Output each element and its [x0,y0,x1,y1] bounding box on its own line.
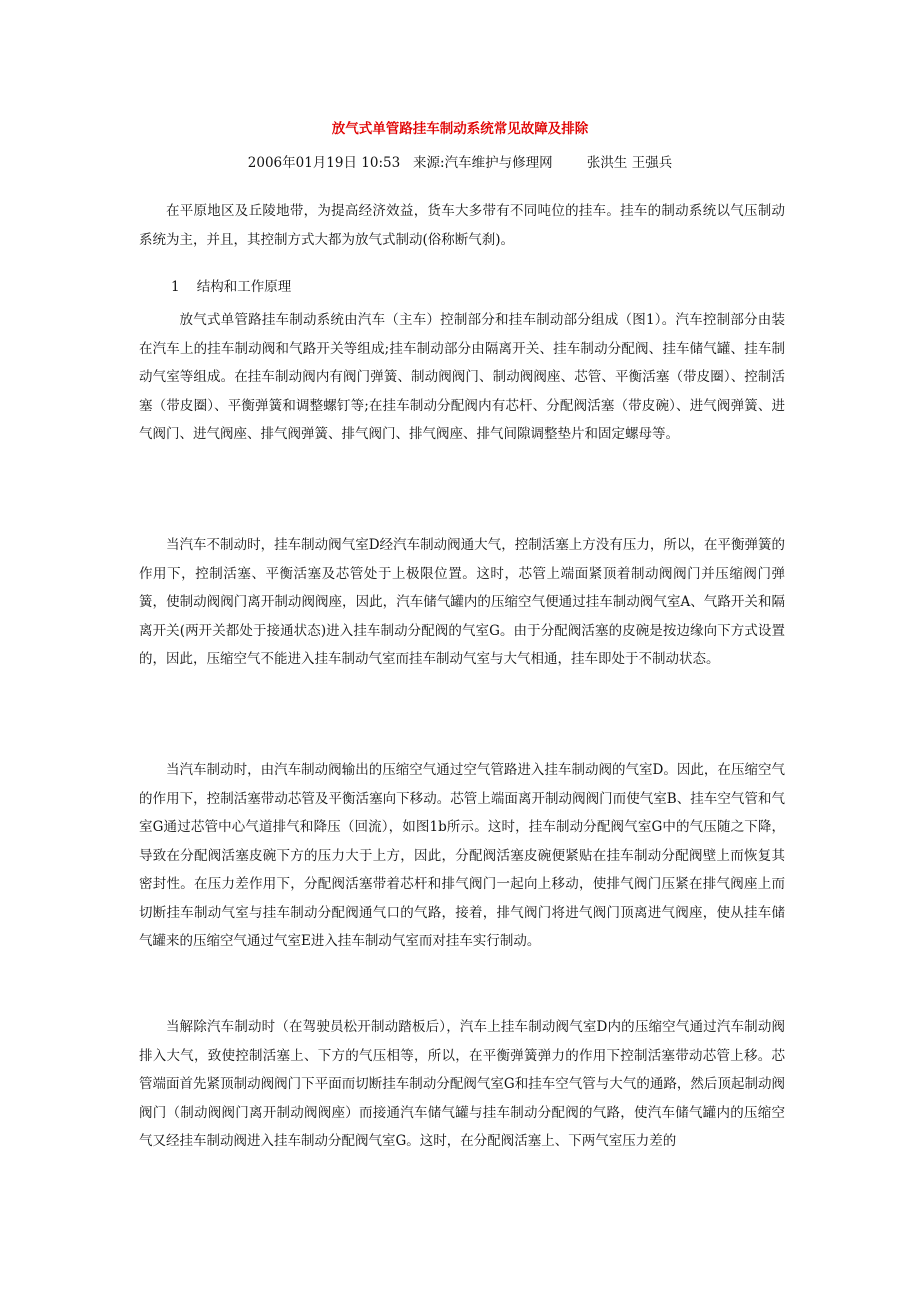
section-heading: 1 结构和工作原理 [171,279,292,295]
body-paragraph-braking: 当汽车制动时，由汽车制动阀输出的压缩空气通过空气管路进入挂车制动阀的气室D。因此，在压缩空气的作用下，控制活塞带动芯管及平衡活塞向下移动。芯管上端面离开制动阀阀门而使气室B、挂车空气管和气室G通过芯管中心气道排气和降压（回流），如图1b所示。这时，挂车制动分配阀气室G中的气压随之下降，导致在分配阀活塞皮碗下方的压力大于上方，因此，分配阀活塞皮碗便紧贴在挂车制动分配阀壁上而恢复其密封性。在压力差作用下，分配阀活塞带着芯杆和排气阀门一起向上移动，使排气阀门压紧在排气阀座上而切断挂车制动气室与挂车制动分配阀通气口的气路，接着，排气阀门将进气阀门顶离进气阀座，使从挂车储气罐来的压缩空气通过气室E进入挂车制动气室而对挂车实行制动。 [139,762,785,949]
intro-paragraph: 在平原地区及丘陵地带，为提高经济效益，货车大多带有不同吨位的挂车。挂车的制动系统以气压制动系统为主，并且，其控制方式大都为放气式制动(俗称断气刹)。 [139,203,785,248]
article-title: 放气式单管路挂车制动系统常见故障及排除 [331,121,589,137]
article-meta: 2006年01月19日 10:53 来源:汽车维护与修理网 张洪生 王强兵 [247,155,673,171]
body-paragraph-not-braking: 当汽车不制动时，挂车制动阀气室D经汽车制动阀通大气，控制活塞上方没有压力，所以，在平衡弹簧的作用下，控制活塞、平衡活塞及芯管处于上极限位置。这时，芯管上端面紧顶着制动阀阀门并压缩阀门弹簧，使制动阀阀门离开制动阀阀座，因此，汽车储气罐内的压缩空气便通过挂车制动阀气室A、气路开关和隔离开关(两开关都处于接通状态)进入挂车制动分配阀的气室G。由于分配阀活塞的皮碗是按边缘向下方式设置的，因此，压缩空气不能进入挂车制动气室而挂车制动气室与大气相通，挂车即处于不制动状态。 [139,537,785,667]
body-paragraph-structure: 放气式单管路挂车制动系统由汽车（主车）控制部分和挂车制动部分组成（图1）。汽车控制部分由装在汽车上的挂车制动阀和气路开关等组成;挂车制动部分由隔离开关、挂车制动分配阀、挂车储气罐、挂车制动气室等组成。在挂车制动阀内有阀门弹簧、制动阀阀门、制动阀阀座、芯管、平衡活塞（带皮圈）、控制活塞（带皮圈）、平衡弹簧和调整螺钉等;在挂车制动分配阀内有芯杆、分配阀活塞（带皮碗）、进气阀弹簧、进气阀门、进气阀座、排气阀弹簧、排气阀门、排气阀座、排气间隙调整垫片和固定螺母等。 [139,312,785,442]
body-paragraph-release: 当解除汽车制动时（在驾驶员松开制动踏板后），汽车上挂车制动阀气室D内的压缩空气通过汽车制动阀排入大气，致使控制活塞上、下方的气压相等，所以，在平衡弹簧弹力的作用下控制活塞带动芯管上移。芯管端面首先紧顶制动阀阀门下平面而切断挂车制动分配阀气室G和挂车空气管与大气的通路，然后顶起制动阀阀门（制动阀阀门离开制动阀阀座）而接通汽车储气罐与挂车制动分配阀的气路，使汽车储气罐内的压缩空气又经挂车制动阀进入挂车制动分配阀气室G。这时，在分配阀活塞上、下两气室压力差的 [139,1019,785,1149]
